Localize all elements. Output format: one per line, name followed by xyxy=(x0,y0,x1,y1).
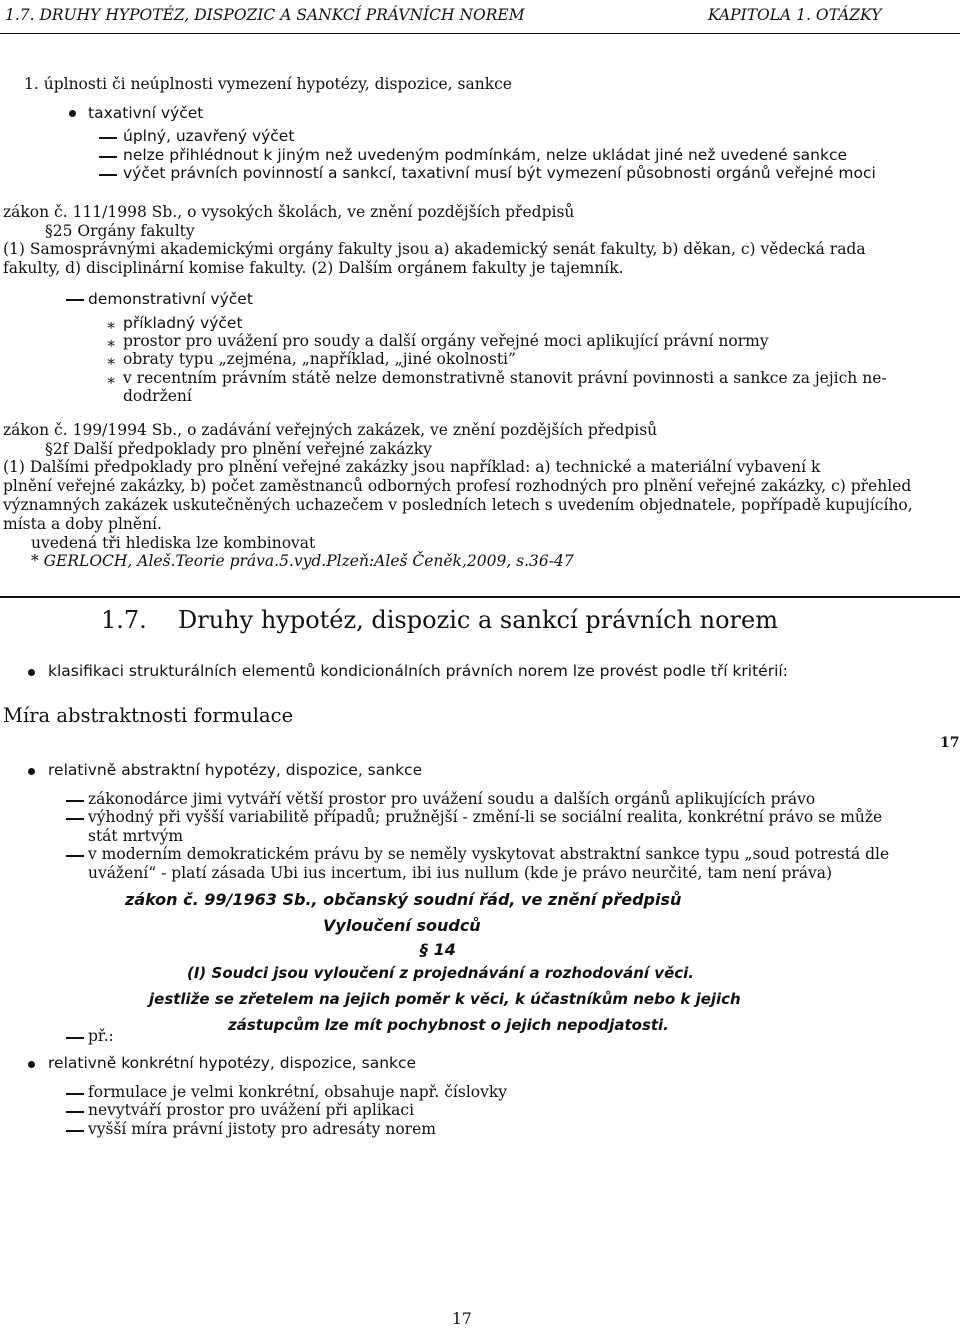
list-item: výčet právních povinností a sankcí, taxativní musí být vymezení působnosti orgánů veřejné moci xyxy=(123,164,876,182)
bullet-icon xyxy=(28,768,35,775)
dash-icon xyxy=(99,137,117,139)
list-item: zákonodárce jimi vytváří větší prostor pro uvážení soudu a dalších orgánů aplikujících právo xyxy=(88,790,816,808)
abstraktni-label: relativně abstraktní hypotézy, dispozice, sankce xyxy=(48,761,423,779)
margin-page-number: 17 xyxy=(940,735,960,751)
law-reference: zákon č. 199/1994 Sb., o zadávání veřejných zakázek, ve znění pozdějších předpisů xyxy=(3,421,658,439)
law-text: (1) Samosprávnými akademickými orgány fakulty jsou a) akademický senát fakulty, b) děkan, c) vědecká rada xyxy=(3,240,866,258)
example-label: př.: xyxy=(88,1027,114,1045)
page-number: 17 xyxy=(452,1310,472,1328)
dash-icon xyxy=(66,818,84,820)
list-item: v recentním právním státě nelze demonstrativně stanovit právní povinnosti a sankce za jejich ne- xyxy=(123,369,887,387)
list-item: výhodný při vyšší variabilitě případů; pružnější - změní-li se sociální realita, konkrétní právo se může xyxy=(88,808,883,826)
law-text: fakulty, d) disciplinární komise fakulty. (2) Dalším orgánem fakulty je tajemník. xyxy=(3,259,624,277)
scan-line: zákon č. 99/1963 Sb., občanský soudní řád, ve znění předpisů xyxy=(125,890,682,909)
asterisk-icon: ∗ xyxy=(106,334,117,352)
list-item: obraty typu „zejména, „například, „jiné okolnosti” xyxy=(123,350,516,368)
taxativni-label: taxativní výčet xyxy=(88,104,204,122)
dash-icon xyxy=(66,1093,84,1095)
question-title: 1. úplnosti či neúplnosti vymezení hypotézy, dispozice, sankce xyxy=(24,75,512,93)
scan-line: jestliže se zřetelem na jejich poměr k věci, k účastníkům nebo k jejich xyxy=(149,990,741,1008)
list-item: nevytváří prostor pro uvážení při aplikaci xyxy=(88,1101,415,1119)
law-text: plnění veřejné zakázky, b) počet zaměstnanců odborných profesí rozhodných pro plnění veřejné zakázky, c) přehled xyxy=(3,477,912,495)
dash-icon xyxy=(66,855,84,857)
konkretni-label: relativně konkrétní hypotézy, dispozice, sankce xyxy=(48,1054,417,1072)
bullet-icon xyxy=(28,669,35,676)
subheading: Míra abstraktnosti formulace xyxy=(3,704,294,727)
list-item: úplný, uzavřený výčet xyxy=(123,127,295,145)
list-item-continuation: uvážení“ - platí zásada Ubi ius incertum, ibi ius nullum (kde je právo neurčité, tam není práva) xyxy=(88,864,833,882)
bullet-icon xyxy=(28,1061,35,1068)
scan-line: (I) Soudci jsou vyloučení z projednávání a rozhodování věci. xyxy=(187,964,694,982)
list-item: formulace je velmi konkrétní, obsahuje např. číslovky xyxy=(88,1083,508,1101)
dash-icon xyxy=(66,299,84,301)
section-title: Druhy hypotéz, dispozic a sankcí právních norem xyxy=(178,606,778,634)
dash-icon xyxy=(66,1111,84,1113)
dash-icon xyxy=(66,1037,84,1039)
list-item: příkladný výčet xyxy=(123,314,243,332)
dash-icon xyxy=(99,174,117,176)
list-item: v moderním demokratickém právu by se neměly vyskytovat abstraktní sankce typu „soud potrestá dle xyxy=(88,845,890,863)
asterisk-icon: ∗ xyxy=(106,352,117,370)
asterisk-icon: ∗ xyxy=(106,371,117,389)
section-intro: klasifikaci strukturálních elementů kondicionálních právních norem lze provést podle tří kritérií: xyxy=(48,662,788,680)
scan-line: Vyloučení soudců xyxy=(323,916,481,935)
law-text: významných zakázek uskutečněných uchazečem v posledních letech s uvedením objednatele, popřípadě kupujícího, xyxy=(3,496,913,514)
list-item: vyšší míra právní jistoty pro adresáty norem xyxy=(88,1120,436,1138)
scan-line: § 14 xyxy=(420,940,456,959)
running-header-left: 1.7. DRUHY HYPOTÉZ, DISPOZIC A SANKCÍ PRÁVNÍCH NOREM xyxy=(5,6,525,24)
header-rule xyxy=(0,33,960,34)
running-header-right: KAPITOLA 1. OTÁZKY xyxy=(708,6,882,24)
law-reference: zákon č. 111/1998 Sb., o vysokých školách, ve znění pozdějších předpisů xyxy=(3,203,575,221)
list-item-continuation: stát mrtvým xyxy=(88,827,184,845)
dash-icon xyxy=(99,156,117,158)
law-section: §25 Orgány fakulty xyxy=(45,222,195,240)
citation: * GERLOCH, Aleš.Teorie práva.5.vyd.Plzeň:Aleš Čeněk,2009, s.36-47 xyxy=(31,552,574,570)
note: uvedená tři hlediska lze kombinovat xyxy=(31,534,316,552)
list-item-continuation: dodržení xyxy=(123,387,192,405)
bullet-icon xyxy=(69,110,76,117)
law-text: (1) Dalšími předpoklady pro plnění veřejné zakázky jsou například: a) technické a materiální vybavení k xyxy=(3,458,821,476)
asterisk-icon: ∗ xyxy=(106,316,117,334)
demonstrativni-label: demonstrativní výčet xyxy=(88,290,253,308)
section-rule xyxy=(0,596,960,598)
law-text: místa a doby plnění. xyxy=(3,515,162,533)
dash-icon xyxy=(66,1130,84,1132)
scan-line: zástupcům lze mít pochybnost o jejich nepodjatosti. xyxy=(228,1016,669,1034)
dash-icon xyxy=(66,800,84,802)
list-item: prostor pro uvážení pro soudy a další orgány veřejné moci aplikující právní normy xyxy=(123,332,769,350)
law-section: §2f Další předpoklady pro plnění veřejné zakázky xyxy=(45,440,432,458)
section-number: 1.7. xyxy=(101,606,147,634)
list-item: nelze přihlédnout k jiným než uvedeným podmínkám, nelze ukládat jiné než uvedené sankce xyxy=(123,146,848,164)
scanned-law-excerpt xyxy=(120,886,741,1036)
